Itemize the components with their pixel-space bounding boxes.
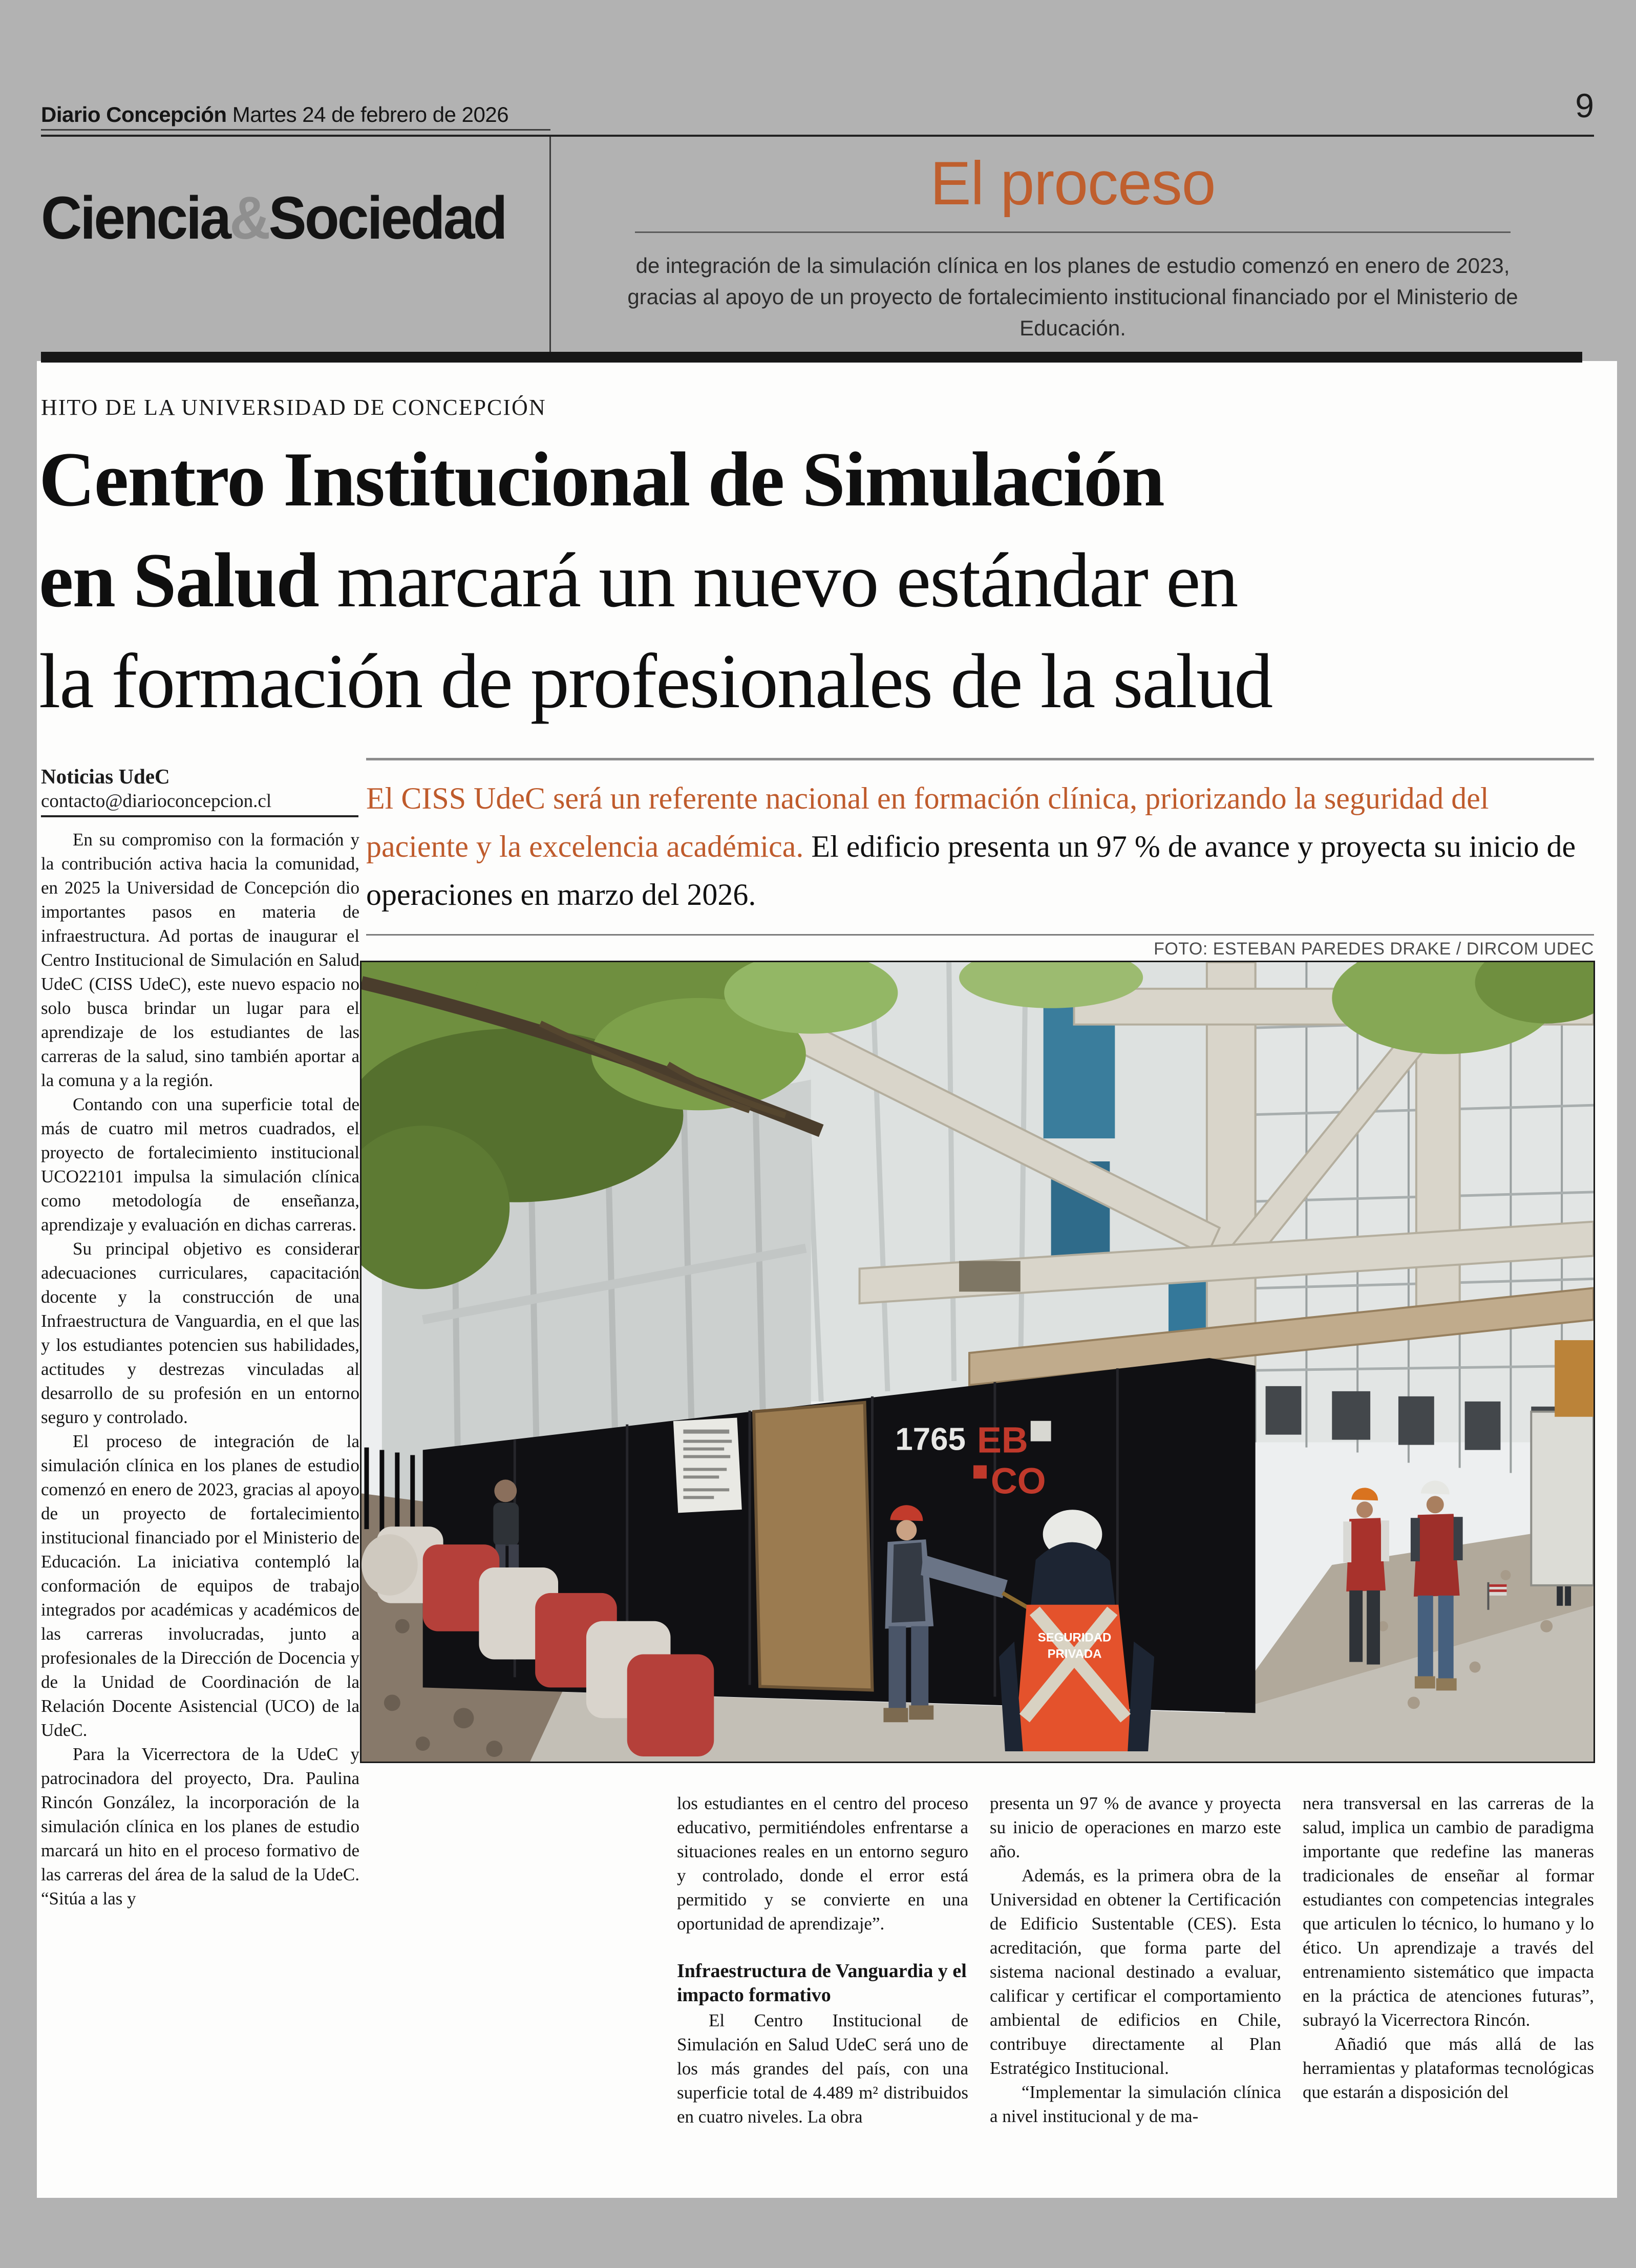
lead-paragraph xyxy=(366,774,1594,919)
masthead-date: Martes 24 de febrero de 2026 xyxy=(226,102,509,126)
page-number: 9 xyxy=(1575,87,1594,124)
callout-title: El proceso xyxy=(930,149,1216,218)
article-left-column xyxy=(41,828,359,1911)
paragraph: los estudiantes en el centro del proceso educativo, permitiéndoles enfrentarse a situaciones reales en un entorno seguro y controlado, donde el error está permitido y se convierte en una oportunidad de aprendizaje”. xyxy=(677,1793,968,1934)
masthead-title: Diario Concepción xyxy=(41,102,227,126)
section-title xyxy=(41,183,506,253)
byline-email: contacto@diarioconcepcion.cl xyxy=(41,791,272,812)
section-divider-bar xyxy=(41,352,1582,363)
photo-credit: FOTO: ESTEBAN PAREDES DRAKE / DIRCOM UDEC xyxy=(1154,939,1594,959)
paragraph: Para la Vicerrectora de la UdeC y patrocinadora del proyecto, Dra. Paulina Rincón González, la incorporación de la simulación clínica en los planes de estudio marcará un hito en el proceso formativo de las carreras del área de la salud de la UdeC. “Sitúa a las y xyxy=(41,1744,359,1909)
ebco-logo-line2: CO xyxy=(990,1460,1046,1502)
headline-line-3: la formación de profesionales de la salud xyxy=(39,638,1272,724)
paragraph: El proceso de integración de la simulación clínica en los planes de estudio comenzó en enero de 2023, gracias al apoyo de un proyecto de fortalecimiento institucional financiado por el Ministerio de Educación. La iniciativa contempló la conformación de equipos de trabajo integrados por académicas y académicos de las carreras involucradas, junto a profesionales de la Dirección de Docencia y de la Unidad de Coordinación de la Relación Docente Asistencial (UCO) de la UdeC. xyxy=(41,1431,359,1740)
photo-credit-rule xyxy=(366,934,1594,936)
bottom-column-1 xyxy=(677,1791,968,2129)
header-rule-short xyxy=(41,129,550,131)
callout-rule xyxy=(635,231,1511,233)
section-title-part1: Ciencia xyxy=(41,184,230,252)
lead-highlight: El CISS UdeC será un referente nacional en formación clínica, priorizando la seguridad del paciente y la excelencia académica. xyxy=(366,781,1489,863)
masthead xyxy=(41,102,508,127)
paragraph: “Implementar la simulación clínica a nivel institucional y de ma- xyxy=(990,2082,1281,2126)
construction-photo-illustration xyxy=(362,962,1593,1762)
subheading: Infraestructura de Vanguardia y el impacto formativo xyxy=(677,1960,967,2006)
lead-rest: El edificio presenta un 97 % de avance y proyecta su inicio de operaciones en marzo del 2026. xyxy=(366,830,1576,912)
paragraph: Añadió que más allá de las herramientas y plataformas tecnológicas que estarán a disposición del xyxy=(1303,2034,1594,2102)
ebco-logo-line1: EB xyxy=(977,1419,1028,1461)
byline-rule xyxy=(41,815,358,817)
paragraph: nera transversal en las carreras de la salud, implica un cambio de paradigma importante que redefine las maneras tradicionales de enseñar al formar estudiantes con competencias integrales que articulen lo técnico, lo humano y lo ético. Un aprendizaje a través del entrenamiento sistemático que impacta en la práctica de atenciones futuras”, subrayó la Vicerrectora Rincón. xyxy=(1303,1793,1594,2030)
kicker: HITO DE LA UNIVERSIDAD DE CONCEPCIÓN xyxy=(41,395,546,420)
bottom-column-3 xyxy=(1303,1791,1594,2129)
headline xyxy=(39,429,1272,732)
headline-line-2: en Salud marcará un nuevo estándar en xyxy=(39,537,1238,623)
section-title-part2: Sociedad xyxy=(268,184,506,252)
section-title-ampersand: & xyxy=(229,184,269,252)
section-vertical-divider xyxy=(549,137,551,352)
callout-body: de integración de la simulación clínica en los planes de estudio comenzó en enero de 2023, gracias al apoyo de un proyecto de fortalecimiento institucional financiado por el Ministerio de Educación. xyxy=(627,253,1518,340)
byline-author: Noticias UdeC xyxy=(41,765,170,788)
article-bottom-columns xyxy=(677,1791,1594,2129)
vest-text-line2: PRIVADA xyxy=(1047,1647,1102,1661)
bottom-column-2 xyxy=(990,1791,1281,2129)
header-rule-full xyxy=(41,135,1594,137)
process-callout xyxy=(573,150,1572,344)
paragraph: Además, es la primera obra de la Universidad en obtener la Certificación de Edificio Sustentable (CES). Esta acreditación, que forma parte del sistema nacional destinado a evaluar, calificar y certificar el comportamiento ambiental de edificios en Chile, contribuye directamente al Plan Estratégico Institucional. xyxy=(990,1866,1281,2078)
paragraph: presenta un 97 % de avance y proyecta su inicio de operaciones en marzo este año. xyxy=(990,1793,1281,1861)
paragraph: En su compromiso con la formación y la contribución activa hacia la comunidad, en 2025 la Universidad de Concepción dio importantes pasos en materia de infraestructura. Ad portas de inaugurar el Centro Institucional de Simulación en Salud UdeC (CISS UdeC), este nuevo espacio no solo busca brindar un lugar para el aprendizaje de los estudiantes de las carreras de la salud, sino también aportar a la comuna y a la región. xyxy=(41,830,359,1090)
address-number-sign: 1765 xyxy=(895,1422,966,1457)
vest-text-line1: SEGURIDAD xyxy=(1037,1630,1112,1645)
paragraph: El Centro Institucional de Simulación en Salud UdeC será uno de los más grandes del país, con una superficie total de 4.489 m² distribuidos en cuatro niveles. La obra xyxy=(677,2010,968,2127)
headline-line-1: Centro Institucional de Simulación xyxy=(39,436,1164,522)
construction-site-photo xyxy=(360,961,1595,1763)
paragraph: Su principal objetivo es considerar adecuaciones curriculares, capacitación docente y la construcción de una Infraestructura de Vanguardia, en el que las y los estudiantes potencien sus habilidades, actitudes y destrezas vinculadas al desarrollo de su profesión en un entorno seguro y controlado. xyxy=(41,1239,359,1427)
lead-top-rule xyxy=(366,758,1594,760)
paragraph: Contando con una superficie total de más de cuatro mil metros cuadrados, el proyecto de fortalecimiento institucional UCO22101 impulsa la simulación clínica como metodología de enseñanza, aprendizaje y evaluación en dichas carreras. xyxy=(41,1094,359,1235)
